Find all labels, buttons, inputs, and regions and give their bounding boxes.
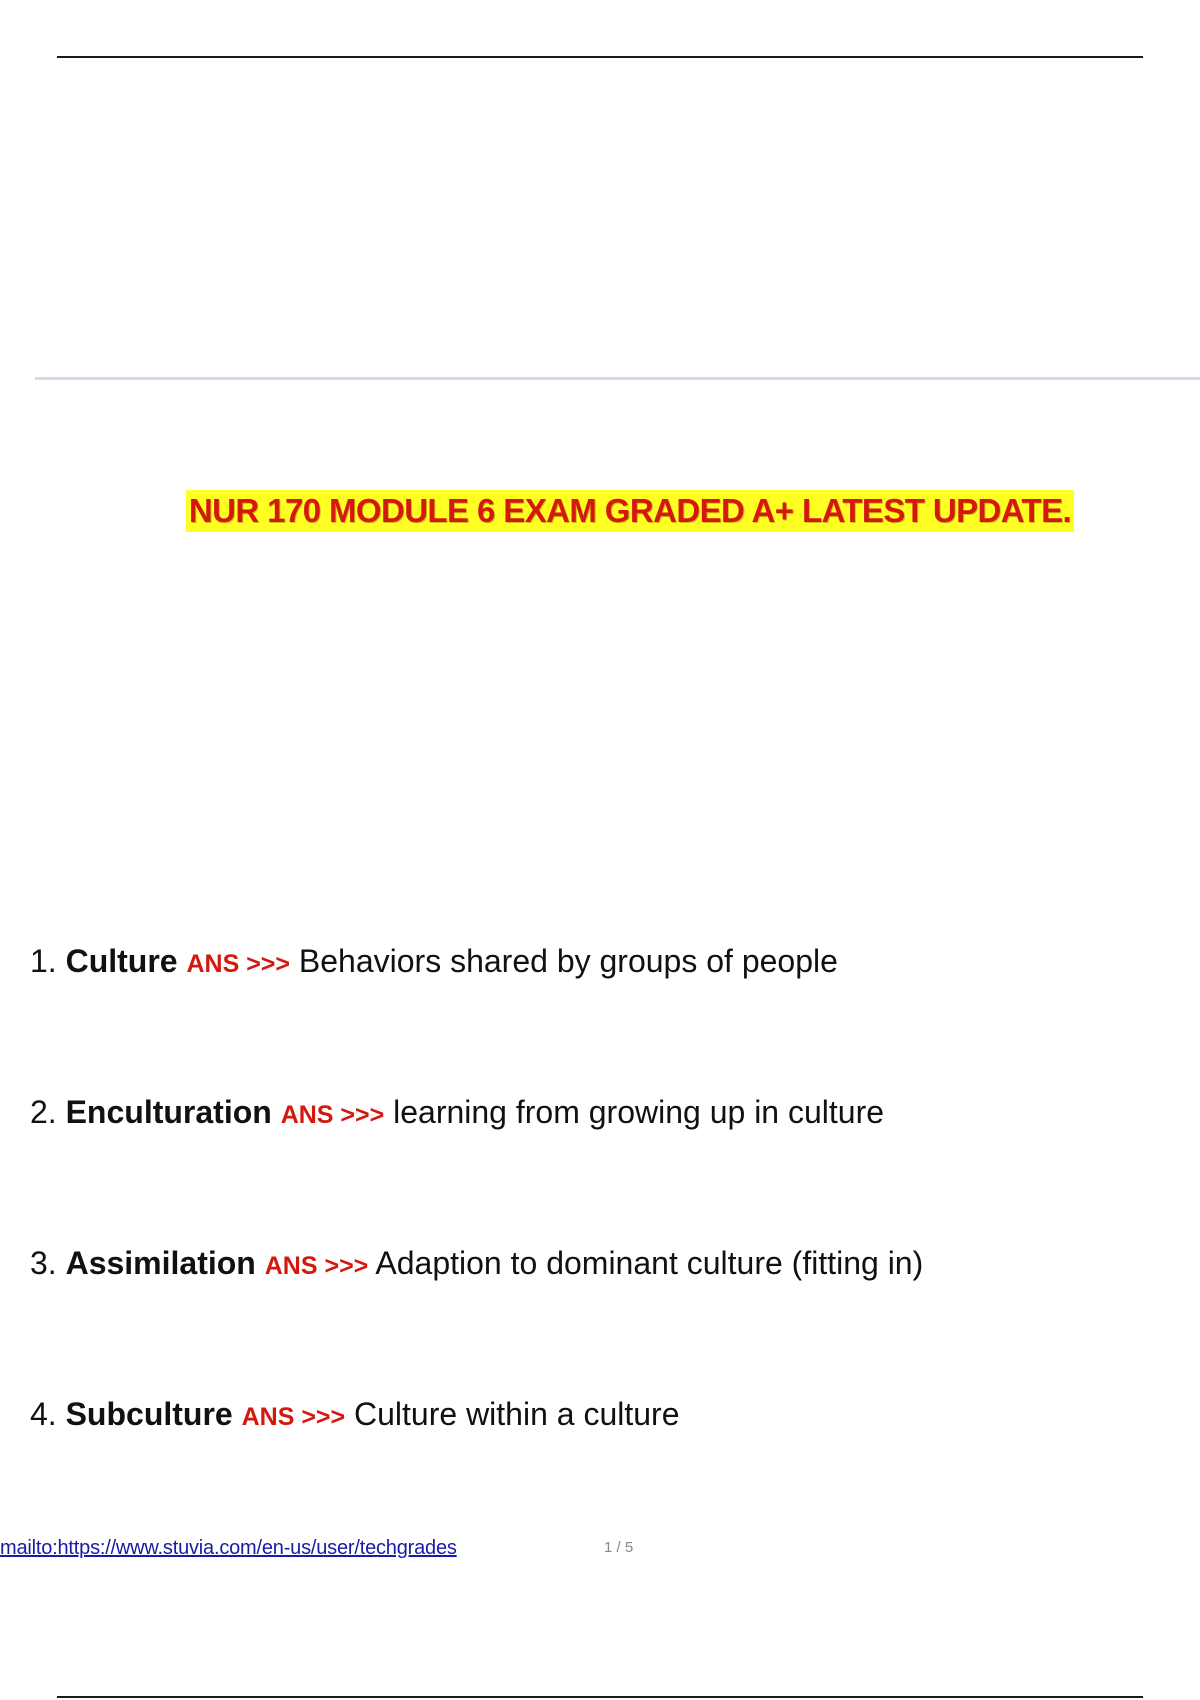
item-number: 1. [30, 943, 57, 979]
item-term: Enculturation [65, 1094, 272, 1130]
item-definition: Behaviors shared by groups of people [298, 943, 838, 979]
document-title: NUR 170 MODULE 6 EXAM GRADED A+ LATEST UPDATE. [186, 490, 1074, 532]
title-container [0, 490, 1200, 532]
bottom-rule [57, 1696, 1143, 1698]
qa-item-subculture [30, 1394, 680, 1437]
answer-marker: ANS >>> [186, 950, 290, 978]
item-number: 2. [30, 1094, 57, 1130]
answer-marker: ANS >>> [280, 1101, 385, 1129]
item-number: 4. [30, 1396, 57, 1432]
qa-item-culture [30, 941, 838, 984]
item-term: Subculture [65, 1396, 233, 1432]
footer-mailto-link[interactable]: mailto:https://www.stuvia.com/en-us/user/techgrades [0, 1537, 457, 1559]
qa-item-enculturation [30, 1092, 884, 1135]
page-number: 1 / 5 [604, 1539, 634, 1556]
section-divider [35, 377, 1200, 380]
item-definition: learning from growing up in culture [393, 1094, 885, 1130]
item-definition: Adaption to dominant culture (fitting in) [375, 1245, 924, 1281]
qa-item-assimilation [30, 1243, 923, 1286]
answer-marker: ANS >>> [264, 1252, 369, 1280]
top-rule [57, 56, 1143, 58]
item-definition: Culture within a culture [354, 1396, 680, 1432]
item-number: 3. [30, 1245, 57, 1281]
item-term: Assimilation [65, 1245, 256, 1281]
answer-marker: ANS >>> [241, 1403, 346, 1431]
item-term: Culture [65, 943, 178, 979]
